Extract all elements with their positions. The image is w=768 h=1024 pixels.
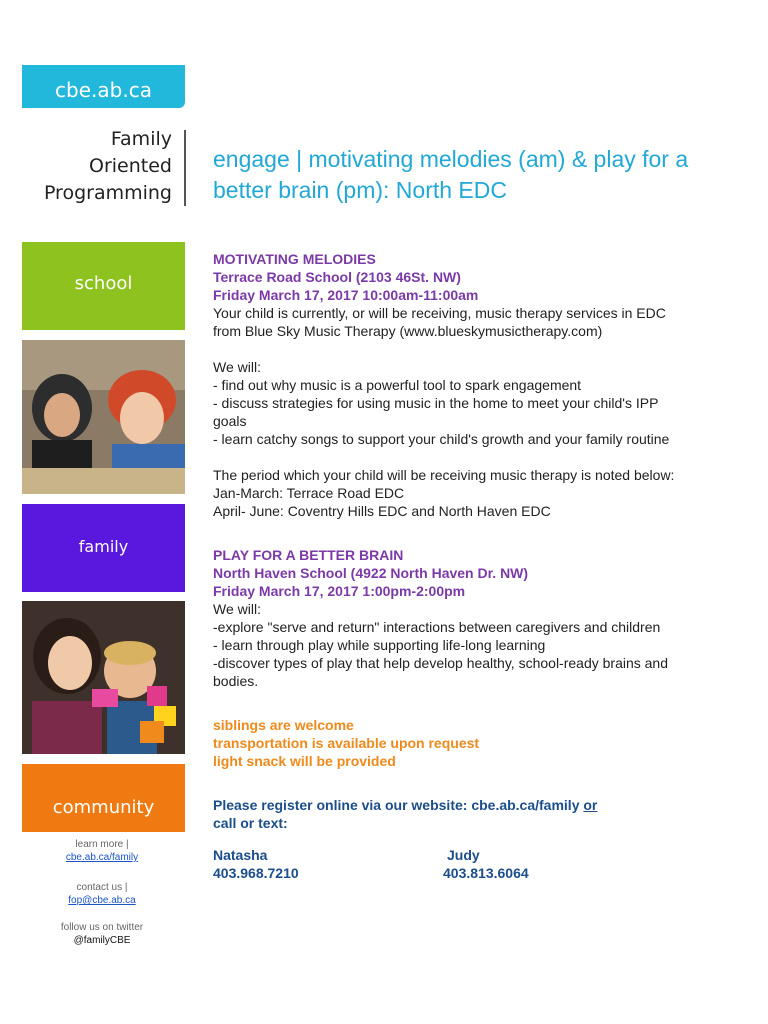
twitter-handle: @familyCBE: [73, 935, 131, 946]
call-or-text: call or text:: [213, 815, 288, 831]
page-title: engage | motivating melodies (am) & play for a better brain (pm): North EDC: [213, 146, 689, 203]
fop-line-3: Programming: [43, 182, 172, 204]
fop-line-2: Oriented: [89, 155, 172, 177]
contact-name-1: Natasha: [213, 847, 268, 863]
contacts: [213, 846, 733, 886]
section2-time: Friday March 17, 2017 1:00pm-2:00pm: [213, 583, 466, 599]
register-or: or: [583, 797, 598, 813]
register-line: [213, 796, 733, 814]
section2-bullet-2: - learn through play while supporting life-long learning: [213, 637, 546, 653]
family-label: family: [78, 537, 129, 556]
photo-child-and-adult-2: [22, 601, 185, 754]
learn-more-text: learn more |: [75, 839, 129, 850]
contact-natasha: [213, 846, 299, 882]
section2-location: North Haven School (4922 North Haven Dr. NW): [213, 565, 529, 581]
learn-more-link[interactable]: cbe.ab.ca/family: [65, 852, 139, 863]
section1-bullet-2b: goals: [213, 413, 247, 429]
logo-divider: [184, 130, 186, 206]
note-siblings: siblings are welcome: [213, 717, 354, 733]
learn-more-block: [22, 838, 182, 864]
photo-child-and-adult-1: [22, 340, 185, 494]
section1-intro-1: Your child is currently, or will be receiving, music therapy services in EDC: [213, 305, 666, 321]
school-label: school: [74, 273, 133, 294]
section1-bullet-3: - learn catchy songs to support your child's growth and your family routine: [213, 431, 670, 447]
contact-phone-2: 403.813.6064: [443, 865, 529, 881]
program-logo-text: [22, 126, 172, 207]
period-2: April- June: Coventry Hills EDC and North Haven EDC: [213, 503, 551, 519]
fop-line-1: Family: [110, 128, 172, 150]
brand-tab: [22, 65, 185, 108]
section1-we-will: We will:: [213, 359, 261, 375]
section1-intro-2: from Blue Sky Music Therapy (www.blueskymusictherapy.com): [213, 323, 603, 339]
contact-phone-1: 403.968.7210: [213, 865, 299, 881]
section2-heading: PLAY FOR A BETTER BRAIN: [213, 547, 404, 563]
school-tile: [22, 242, 185, 330]
register-text: Please register online via our website: cbe.ab.ca/family: [213, 797, 580, 813]
brand-text: cbe.ab.ca: [55, 78, 152, 102]
section1-time: Friday March 17, 2017 10:00am-11:00am: [213, 287, 479, 303]
community-tile: [22, 764, 185, 832]
section2-bullet-1: -explore "serve and return" interactions between caregivers and children: [213, 619, 661, 635]
section1-bullet-2a: - discuss strategies for using music in the home to meet your child's IPP: [213, 395, 659, 411]
photo-illustration-1: [22, 340, 185, 494]
section1-heading: MOTIVATING MELODIES: [213, 251, 376, 267]
section2-bullet-3a: -discover types of play that help develop healthy, school-ready brains and: [213, 655, 669, 671]
section2-we-will: We will:: [213, 601, 261, 617]
note-transportation: transportation is available upon request: [213, 735, 480, 751]
contact-block: [22, 881, 182, 907]
contact-email-link[interactable]: fop@cbe.ab.ca: [68, 895, 136, 906]
twitter-block: [22, 921, 182, 947]
period-intro: The period which your child will be receiving music therapy is noted below:: [213, 467, 675, 483]
section1-bullet-1: - find out why music is a powerful tool to spark engagement: [213, 377, 582, 393]
section2-bullet-3b: bodies.: [213, 673, 259, 689]
contact-name-2: Judy: [447, 847, 480, 863]
follow-text: follow us on twitter: [60, 922, 144, 933]
contact-judy: [443, 846, 529, 882]
photo-illustration-2: [22, 601, 185, 754]
main-content: [213, 250, 733, 886]
community-label: community: [52, 797, 155, 818]
section1-location: Terrace Road School (2103 46St. NW): [213, 269, 461, 285]
family-tile: [22, 504, 185, 592]
period-1: Jan-March: Terrace Road EDC: [213, 485, 405, 501]
note-snack: light snack will be provided: [213, 753, 396, 769]
contact-us-text: contact us |: [76, 882, 128, 893]
